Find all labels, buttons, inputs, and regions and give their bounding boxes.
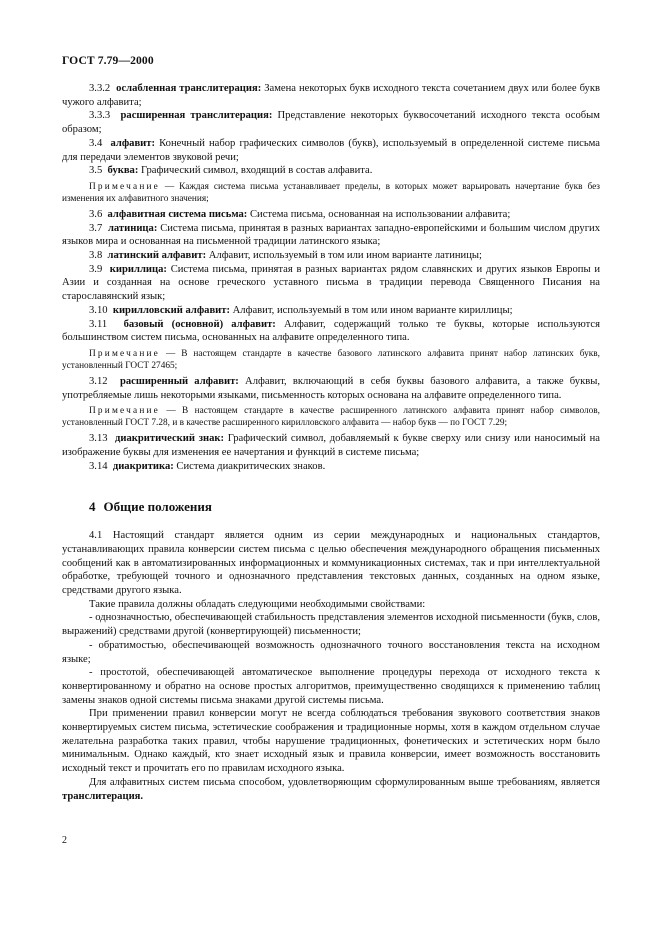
note-label: Примечание [89, 406, 160, 417]
list-item: - однозначностью, обеспечивающей стабильность представления элементов исходной письменности (букв, слов, выражений) средствами другой (конвертирующей) письменности; [62, 612, 600, 638]
definition-3-9: 3.9 кириллица: Система письма, принятая в разных вариантах рядом славянских и других языков Европы и Азии и созданная на основе греческого уставного письма в традиции перевода Священного Писания на старославянский язык; [62, 263, 601, 303]
definition-3-4: 3.4 алфавит: Конечный набор графических символов (букв), используемый в определенной системе письма для передачи элементов звуковой речи; [62, 137, 600, 163]
page-number: 2 [62, 835, 67, 846]
definition-3-6: 3.6 алфавитная система письма: Система письма, основанная на использовании алфавита; [89, 208, 511, 220]
note-label: Примечание [89, 348, 160, 359]
document-body [62, 82, 600, 803]
emphasized-term: транслитерация. [62, 790, 144, 802]
definition-term: базовый (основной) алфавит: [123, 318, 276, 330]
definition-term: кириллица: [109, 263, 167, 275]
note-1: Примечание — Каждая система письма устанавливает пределы, в которых может варьировать начертание букв без изменения их алфавитного значения; [62, 181, 600, 204]
section-title: Общие положения [103, 499, 212, 515]
definition-3-12: 3.12 расширенный алфавит: Алфавит, включающий в себя буквы базового алфавита, а также буквы, употребляемые лишь некоторыми языками, письменность которых основана на алфавите определенного типа. [62, 375, 601, 401]
section-number: 4 [89, 499, 96, 515]
definition-3-8: 3.8 латинский алфавит: Алфавит, используемый в том или ином варианте латиницы; [89, 250, 482, 262]
note-3: Примечание — В настоящем стандарте в качестве расширенного латинского алфавита принят набор символов, установленный ГОСТ 7.28, и в качестве расширенного кирилловского алфавита — набор букв — по ГОСТ 7.29; [62, 406, 600, 429]
note-label: Примечание [89, 181, 160, 192]
paragraph: При применении правил конверсии могут не всегда соблюдаться требования звукового соответствия знаков конвертируемых систем письма, эстетические соображения и традиционные нормы, хотя в каждом отдельном случае желательна разработка таких правил, чтобы нарушение традиционных, фонетических и эстетических норм было минимальным. Однако каждый, кто знает исходный язык и правила конверсии, имеет возможность восстановить исходный текст и прочитать его по правилам исходного языка. [62, 708, 600, 775]
definition-term: алфавит: [110, 137, 156, 149]
definition-term: кирилловский алфавит: [112, 304, 230, 316]
definition-term: расширенная транслитерация: [120, 110, 273, 122]
definition-term: ослабленная транслитерация: [116, 83, 262, 94]
definition-3-14: 3.14 диакритика: Система диакритических знаков. [89, 460, 326, 472]
list-item: - простотой, обеспечивающей автоматическое выполнение процедуры перехода от исходного текста к конвертированному и обратно на основе простых алгоритмов, преимущественно сводящихся к применению таблиц замены знаков одной системы письма знаками другой системы письма. [62, 667, 600, 706]
definition-3-3-3: 3.3.3 расширенная транслитерация: Представление некоторых буквосочетаний исходного текста особым образом; [62, 110, 601, 136]
section-heading [89, 500, 600, 514]
definition-term: латиница: [107, 222, 158, 234]
definition-3-3-2: 3.3.2 ослабленная транслитерация: Замена некоторых букв исходного текста сочетанием двух или более букв чужого алфавита; [62, 83, 600, 108]
paragraph: Для алфавитных систем письма способом, удовлетворяющим сформулированным выше требованиям, является транслитерация. [62, 776, 600, 802]
definition-term: диакритический знак: [115, 433, 225, 445]
definition-3-7: 3.7 латиница: Система письма, принятая в разных вариантах западно-европейскими и большим числом других языков мира и основанная на письменной традиции латинского языка; [62, 222, 601, 248]
document-header: ГОСТ 7.79—2000 [62, 54, 154, 67]
definition-3-10: 3.10 кирилловский алфавит: Алфавит, используемый в том или ином варианте кириллицы; [89, 304, 513, 316]
definition-term: алфавитная система письма: [107, 208, 248, 220]
definition-term: диакритика: [112, 460, 174, 472]
definition-3-11: 3.11 базовый (основной) алфавит: Алфавит, содержащий только те буквы, которые используются большинством систем письма, основанных на алфавите определенного типа. [62, 318, 600, 344]
definition-term: буква: [107, 165, 139, 177]
definition-3-5: 3.5 буква: Графический символ, входящий в состав алфавита. [89, 165, 373, 177]
definition-term: расширенный алфавит: [119, 375, 239, 387]
list-item: - обратимостью, обеспечивающей возможность однозначного точного восстановления текста на исходном языке; [62, 639, 600, 665]
definition-3-13: 3.13 диакритический знак: Графический символ, добавляемый к букве сверху или снизу или наносимый на изображение буквы для изменения ее начертания и функций в системе письма; [62, 433, 600, 459]
paragraph: Такие правила должны обладать следующими необходимыми свойствами: [89, 598, 426, 610]
paragraph-4-1: 4.1 Настоящий стандарт является одним из серии международных и национальных стандартов, устанавливающих правила конверсии систем письма с целью обеспечения международного обращения письменных сообщений как в автоматизированных информационных и коммуникационных системах, так и при интеллектуальной обработке, требующей точного и однозначного представления текстовых данных, созданных на одном языке, средствами другого языка. [62, 530, 600, 596]
note-2: Примечание — В настоящем стандарте в качестве базового латинского алфавита принят набор латинских букв, установленный ГОСТ 27465; [62, 348, 600, 371]
definition-term: латинский алфавит: [107, 250, 207, 262]
